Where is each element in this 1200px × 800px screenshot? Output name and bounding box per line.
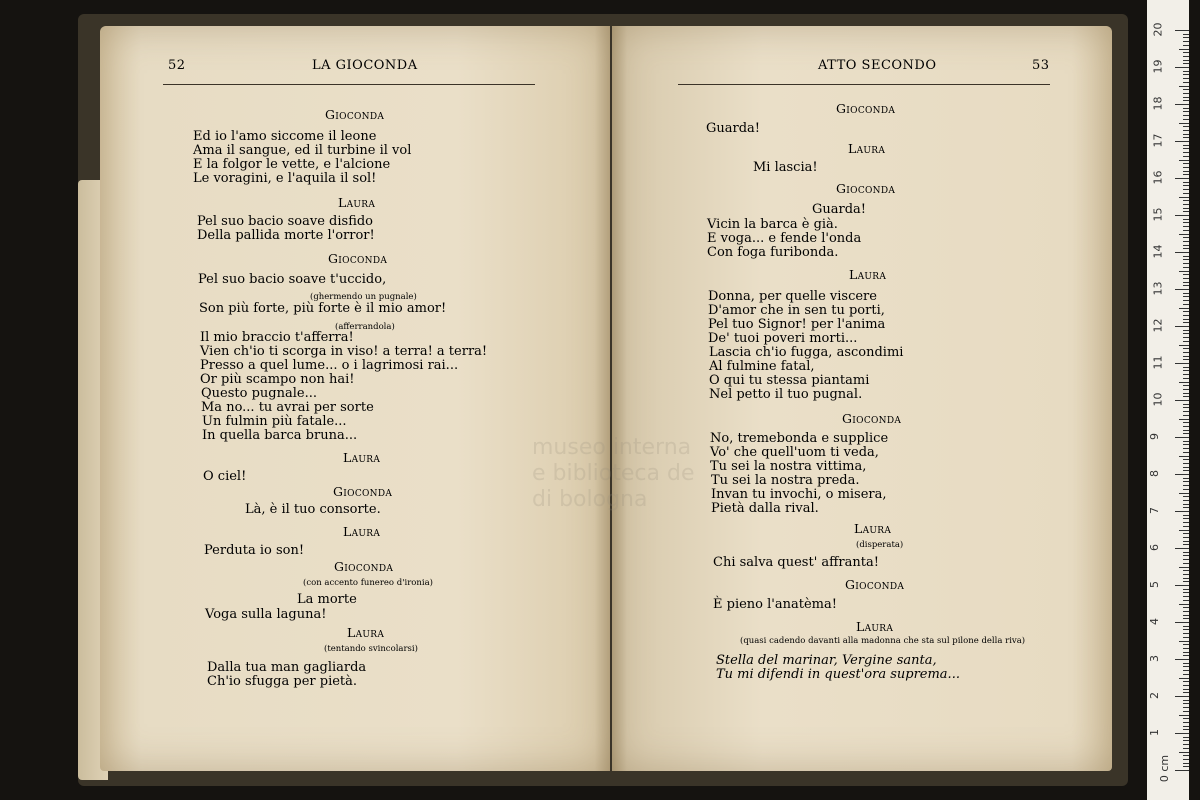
ruler-tick — [1175, 770, 1189, 771]
ruler-tick — [1183, 755, 1189, 756]
ruler-tick — [1183, 611, 1189, 612]
ruler-tick — [1183, 648, 1189, 649]
speaker-name: Laura — [856, 619, 894, 634]
speaker-name: Laura — [854, 521, 892, 536]
verse-line: No, tremebonda e supplice — [710, 431, 889, 446]
ruler-tick — [1183, 533, 1189, 534]
ruler-tick — [1183, 740, 1189, 741]
ruler-tick — [1183, 222, 1189, 223]
ruler-number: 13 — [1151, 281, 1165, 296]
ruler-tick — [1183, 285, 1189, 286]
ruler-tick — [1183, 148, 1189, 149]
ruler-tick — [1179, 456, 1189, 457]
ruler-tick — [1183, 459, 1189, 460]
speaker-name: Laura — [848, 141, 886, 156]
ruler-tick — [1183, 559, 1189, 560]
ruler-number: 3 — [1148, 655, 1161, 662]
ruler-tick — [1179, 271, 1189, 272]
verse-line: Stella del marinar, Vergine santa, — [716, 653, 937, 668]
verse-line: Pel suo bacio soave disfido — [197, 214, 374, 229]
ruler-number: 10 — [1151, 392, 1165, 407]
ruler-tick — [1183, 352, 1189, 353]
ruler-tick — [1183, 189, 1189, 190]
ruler-tick — [1183, 37, 1189, 38]
ruler-tick — [1183, 748, 1189, 749]
verse-line: Guarda! — [706, 121, 761, 136]
ruler-tick — [1183, 763, 1189, 764]
watermark: museo interna e biblioteca de di bologna — [532, 435, 695, 512]
verse-line: Della pallida morte l'orror! — [197, 228, 375, 243]
verse-line: Vien ch'io ti scorga in viso! a terra! a terra! — [200, 344, 488, 359]
ruler-tick — [1175, 252, 1189, 253]
ruler-number: 14 — [1151, 244, 1165, 259]
ruler-tick — [1183, 703, 1189, 704]
ruler-tick — [1183, 34, 1189, 35]
ruler-tick — [1183, 711, 1189, 712]
speaker-name: Gioconda — [334, 559, 394, 574]
left-header-rule — [163, 84, 535, 85]
ruler-tick — [1183, 171, 1189, 172]
ruler-tick — [1183, 448, 1189, 449]
ruler-tick — [1183, 570, 1189, 571]
verse-line: De' tuoi poveri morti... — [708, 331, 858, 346]
ruler-number: 6 — [1148, 544, 1161, 551]
ruler-tick — [1179, 419, 1189, 420]
stage-direction: (ghermendo un pugnale) — [310, 292, 417, 302]
verse-line: Tu mi difendi in quest'ora suprema... — [716, 667, 960, 682]
ruler-tick — [1179, 86, 1189, 87]
verse-line: Dalla tua man gagliarda — [207, 660, 367, 675]
ruler-tick — [1183, 496, 1189, 497]
ruler-tick — [1183, 637, 1189, 638]
ruler-tick — [1183, 759, 1189, 760]
ruler-tick — [1183, 52, 1189, 53]
verse-line: Voga sulla laguna! — [205, 607, 327, 622]
ruler-tick — [1179, 197, 1189, 198]
ruler-tick — [1183, 485, 1189, 486]
verse-line: Guarda! — [812, 202, 867, 217]
ruler-tick — [1183, 426, 1189, 427]
ruler-tick — [1183, 589, 1189, 590]
ruler-tick — [1175, 104, 1189, 105]
ruler-tick — [1175, 141, 1189, 142]
ruler-tick — [1175, 67, 1189, 68]
ruler-tick — [1179, 160, 1189, 161]
ruler-tick — [1183, 615, 1189, 616]
ruler-number: 9 — [1148, 433, 1161, 440]
ruler-tick — [1183, 200, 1189, 201]
ruler-tick — [1183, 596, 1189, 597]
ruler-tick — [1183, 78, 1189, 79]
speaker-name: Gioconda — [325, 107, 385, 122]
ruler-tick — [1183, 541, 1189, 542]
ruler-tick — [1183, 389, 1189, 390]
verse-line: Questo pugnale... — [201, 386, 317, 401]
verse-line: Tu sei la nostra vittima, — [710, 459, 867, 474]
ruler-tick — [1183, 574, 1189, 575]
ruler-tick — [1183, 766, 1189, 767]
ruler-tick — [1179, 234, 1189, 235]
ruler-number: 4 — [1148, 618, 1161, 625]
ruler-number: 15 — [1151, 207, 1165, 222]
ruler-tick — [1183, 544, 1189, 545]
ruler-tick — [1183, 644, 1189, 645]
ruler-tick — [1179, 493, 1189, 494]
ruler-tick — [1183, 333, 1189, 334]
ruler-tick — [1183, 211, 1189, 212]
ruler-tick — [1183, 71, 1189, 72]
speaker-name: Laura — [343, 450, 381, 465]
ruler-tick — [1183, 674, 1189, 675]
stage-direction: (con accento funereo d'ironia) — [303, 578, 433, 588]
ruler-tick — [1183, 145, 1189, 146]
ruler-number: 5 — [1148, 581, 1161, 588]
ruler-tick — [1179, 49, 1189, 50]
verse-line: O ciel! — [203, 469, 247, 484]
ruler-number: 17 — [1151, 133, 1165, 148]
ruler-tick — [1183, 322, 1189, 323]
ruler-tick — [1175, 215, 1189, 216]
ruler-tick — [1175, 622, 1189, 623]
ruler-tick — [1183, 282, 1189, 283]
ruler-tick — [1183, 274, 1189, 275]
ruler-tick — [1183, 45, 1189, 46]
ruler-tick — [1183, 526, 1189, 527]
ruler-tick — [1179, 752, 1189, 753]
ruler-tick — [1183, 555, 1189, 556]
ruler-tick — [1183, 126, 1189, 127]
verse-line: Invan tu invochi, o misera, — [711, 487, 887, 502]
ruler-tick — [1183, 278, 1189, 279]
ruler-tick — [1183, 204, 1189, 205]
ruler-tick — [1183, 452, 1189, 453]
left-page-header: LA GIOCONDA — [312, 58, 418, 73]
ruler-tick — [1183, 404, 1189, 405]
ruler-tick — [1183, 74, 1189, 75]
verse-line: La morte — [297, 592, 357, 607]
verse-line: Il mio braccio t'afferra! — [200, 330, 354, 345]
ruler-tick — [1183, 581, 1189, 582]
ruler-tick — [1183, 692, 1189, 693]
speaker-name: Gioconda — [328, 251, 388, 266]
ruler-tick — [1183, 267, 1189, 268]
ruler-tick — [1175, 289, 1189, 290]
ruler-tick — [1183, 670, 1189, 671]
ruler-tick — [1179, 567, 1189, 568]
right-page-number: 53 — [1032, 58, 1050, 73]
ruler-tick — [1179, 345, 1189, 346]
ruler-tick — [1183, 82, 1189, 83]
ruler-tick — [1183, 311, 1189, 312]
verse-line: Donna, per quelle viscere — [708, 289, 877, 304]
ruler-tick — [1183, 415, 1189, 416]
ruler-tick — [1183, 655, 1189, 656]
ruler-tick — [1183, 444, 1189, 445]
ruler-tick — [1183, 219, 1189, 220]
right-header-rule — [678, 84, 1050, 85]
verse-line: E la folgor le vette, e l'alcione — [193, 157, 391, 172]
ruler-tick — [1183, 111, 1189, 112]
ruler-tick — [1183, 100, 1189, 101]
ruler-tick — [1175, 326, 1189, 327]
ruler-tick — [1183, 518, 1189, 519]
ruler-tick — [1183, 359, 1189, 360]
ruler-tick — [1183, 726, 1189, 727]
verse-line: Vo' che quell'uom ti veda, — [710, 445, 879, 460]
ruler-tick — [1183, 378, 1189, 379]
ruler-tick — [1179, 678, 1189, 679]
ruler-unit-label: 0 cm — [1158, 754, 1172, 783]
ruler-number: 16 — [1151, 170, 1165, 185]
stage-direction: (afferrandola) — [335, 322, 395, 332]
ruler-tick — [1183, 481, 1189, 482]
measuring-ruler — [1147, 0, 1189, 800]
verse-line: Ch'io sfugga per pietà. — [207, 674, 358, 689]
ruler-tick — [1179, 308, 1189, 309]
ruler-tick — [1183, 489, 1189, 490]
ruler-tick — [1183, 467, 1189, 468]
ruler-tick — [1183, 97, 1189, 98]
verse-line: Or più scampo non hai! — [200, 372, 355, 387]
ruler-tick — [1183, 729, 1189, 730]
ruler-tick — [1183, 89, 1189, 90]
ruler-tick — [1175, 474, 1189, 475]
ruler-tick — [1183, 41, 1189, 42]
ruler-tick — [1183, 137, 1189, 138]
ruler-tick — [1183, 245, 1189, 246]
ruler-tick — [1183, 685, 1189, 686]
ruler-tick — [1183, 441, 1189, 442]
ruler-tick — [1183, 156, 1189, 157]
ruler-tick — [1183, 163, 1189, 164]
verse-line: Chi salva quest' affranta! — [713, 555, 879, 570]
ruler-tick — [1183, 463, 1189, 464]
verse-line: O qui tu stessa piantami — [709, 373, 870, 388]
ruler-tick — [1183, 304, 1189, 305]
ruler-tick — [1183, 407, 1189, 408]
ruler-tick — [1183, 293, 1189, 294]
speaker-name: Laura — [347, 625, 385, 640]
ruler-tick — [1183, 367, 1189, 368]
ruler-tick — [1183, 300, 1189, 301]
ruler-tick — [1183, 537, 1189, 538]
ruler-number: 12 — [1151, 318, 1165, 333]
verse-line: Con foga furibonda. — [707, 245, 839, 260]
ruler-tick — [1183, 330, 1189, 331]
ruler-tick — [1179, 123, 1189, 124]
speaker-name: Laura — [849, 267, 887, 282]
ruler-number: 7 — [1148, 507, 1161, 514]
ruler-tick — [1183, 93, 1189, 94]
ruler-tick — [1183, 119, 1189, 120]
ruler-tick — [1183, 341, 1189, 342]
verse-line: Nel petto il tuo pugnal. — [709, 387, 863, 402]
ruler-number: 8 — [1148, 470, 1161, 477]
ruler-tick — [1183, 600, 1189, 601]
ruler-tick — [1183, 167, 1189, 168]
ruler-tick — [1179, 382, 1189, 383]
ruler-tick — [1183, 707, 1189, 708]
ruler-tick — [1183, 208, 1189, 209]
verse-line: D'amor che in sen tu porti, — [708, 303, 885, 318]
verse-line: E voga... e fende l'onda — [707, 231, 862, 246]
ruler-tick — [1183, 315, 1189, 316]
ruler-tick — [1183, 56, 1189, 57]
ruler-tick — [1183, 152, 1189, 153]
ruler-tick — [1183, 433, 1189, 434]
ruler-number: 20 — [1151, 22, 1165, 37]
ruler-tick — [1183, 230, 1189, 231]
ruler-tick — [1183, 578, 1189, 579]
ruler-tick — [1183, 185, 1189, 186]
ruler-tick — [1183, 348, 1189, 349]
verse-line: Le voragini, e l'aquila il sol! — [193, 171, 377, 186]
ruler-tick — [1183, 393, 1189, 394]
ruler-tick — [1183, 396, 1189, 397]
ruler-tick — [1183, 626, 1189, 627]
stage-direction: (tentando svincolarsi) — [324, 644, 418, 654]
speaker-name: Gioconda — [836, 101, 896, 116]
ruler-tick — [1183, 237, 1189, 238]
ruler-tick — [1183, 689, 1189, 690]
ruler-tick — [1183, 241, 1189, 242]
ruler-tick — [1175, 437, 1189, 438]
ruler-tick — [1183, 319, 1189, 320]
speaker-name: Gioconda — [836, 181, 896, 196]
ruler-tick — [1183, 296, 1189, 297]
ruler-tick — [1183, 563, 1189, 564]
ruler-number: 18 — [1151, 96, 1165, 111]
verse-line: Ma no... tu avrai per sorte — [201, 400, 374, 415]
ruler-tick — [1183, 370, 1189, 371]
speaker-name: Gioconda — [842, 411, 902, 426]
ruler-tick — [1179, 715, 1189, 716]
ruler-tick — [1183, 500, 1189, 501]
ruler-tick — [1183, 470, 1189, 471]
ruler-tick — [1183, 422, 1189, 423]
ruler-tick — [1183, 666, 1189, 667]
speaker-name: Gioconda — [845, 577, 905, 592]
ruler-tick — [1183, 411, 1189, 412]
ruler-tick — [1183, 174, 1189, 175]
verse-line: Perduta io son! — [204, 543, 305, 558]
ruler-tick — [1179, 641, 1189, 642]
ruler-tick — [1183, 722, 1189, 723]
ruler-tick — [1183, 259, 1189, 260]
ruler-tick — [1183, 507, 1189, 508]
ruler-number: 1 — [1148, 729, 1161, 736]
right-page-header: ATTO SECONDO — [818, 58, 937, 73]
ruler-tick — [1183, 108, 1189, 109]
ruler-tick — [1175, 696, 1189, 697]
ruler-tick — [1175, 733, 1189, 734]
ruler-tick — [1183, 592, 1189, 593]
ruler-tick — [1183, 356, 1189, 357]
ruler-tick — [1183, 337, 1189, 338]
ruler-tick — [1183, 552, 1189, 553]
ruler-tick — [1175, 511, 1189, 512]
ruler-tick — [1175, 363, 1189, 364]
ruler-tick — [1179, 604, 1189, 605]
stage-direction: (quasi cadendo davanti alla madonna che sta sul pilone della riva) — [740, 636, 1026, 646]
ruler-tick — [1183, 115, 1189, 116]
verse-line: Pel tuo Signor! per l'anima — [708, 317, 886, 332]
ruler-tick — [1175, 548, 1189, 549]
ruler-tick — [1183, 134, 1189, 135]
verse-line: Son più forte, più forte è il mio amor! — [199, 301, 447, 316]
ruler-number: 2 — [1148, 692, 1161, 699]
ruler-tick — [1183, 522, 1189, 523]
ruler-tick — [1183, 226, 1189, 227]
ruler-tick — [1183, 681, 1189, 682]
verse-line: Un fulmin più fatale... — [202, 414, 347, 429]
stage-direction: (disperata) — [856, 540, 904, 550]
ruler-tick — [1179, 530, 1189, 531]
verse-line: Vicin la barca è già. — [707, 217, 838, 232]
ruler-tick — [1183, 629, 1189, 630]
ruler-tick — [1183, 652, 1189, 653]
ruler-tick — [1183, 515, 1189, 516]
ruler-tick — [1183, 374, 1189, 375]
verse-line: Lascia ch'io fugga, ascondimi — [709, 345, 904, 360]
verse-line: È pieno l'anatèma! — [713, 597, 837, 612]
ruler-tick — [1183, 385, 1189, 386]
ruler-tick — [1175, 30, 1189, 31]
ruler-tick — [1183, 700, 1189, 701]
speaker-name: Gioconda — [333, 484, 393, 499]
ruler-tick — [1183, 182, 1189, 183]
verse-line: Ed io l'amo siccome il leone — [193, 129, 377, 144]
ruler-tick — [1183, 618, 1189, 619]
ruler-tick — [1175, 659, 1189, 660]
verse-line: Al fulmine fatal, — [709, 359, 815, 374]
speaker-name: Laura — [338, 195, 376, 210]
ruler-tick — [1183, 737, 1189, 738]
ruler-tick — [1183, 718, 1189, 719]
verse-line: Mi lascia! — [753, 160, 818, 175]
ruler-number: 19 — [1151, 59, 1165, 74]
verse-line: Là, è il tuo consorte. — [245, 502, 381, 517]
ruler-tick — [1183, 256, 1189, 257]
ruler-tick — [1175, 400, 1189, 401]
ruler-tick — [1183, 430, 1189, 431]
ruler-tick — [1183, 607, 1189, 608]
ruler-tick — [1183, 263, 1189, 264]
ruler-tick — [1183, 744, 1189, 745]
verse-line: Tu sei la nostra preda. — [711, 473, 860, 488]
verse-line: Pel suo bacio soave t'uccido, — [198, 272, 387, 287]
speaker-name: Laura — [343, 524, 381, 539]
ruler-tick — [1183, 63, 1189, 64]
verse-line: Ama il sangue, ed il turbine il vol — [193, 143, 412, 158]
ruler-tick — [1175, 178, 1189, 179]
ruler-tick — [1183, 130, 1189, 131]
verse-line: Pietà dalla rival. — [711, 501, 819, 516]
verse-line: In quella barca bruna... — [202, 428, 358, 443]
ruler-tick — [1175, 585, 1189, 586]
ruler-tick — [1183, 504, 1189, 505]
ruler-tick — [1183, 663, 1189, 664]
verse-line: Presso a quel lume... o i lagrimosi rai... — [200, 358, 459, 373]
ruler-tick — [1183, 60, 1189, 61]
ruler-tick — [1183, 478, 1189, 479]
ruler-number: 11 — [1151, 355, 1165, 370]
ruler-tick — [1183, 193, 1189, 194]
left-page-number: 52 — [168, 58, 186, 73]
ruler-tick — [1183, 248, 1189, 249]
ruler-tick — [1183, 633, 1189, 634]
